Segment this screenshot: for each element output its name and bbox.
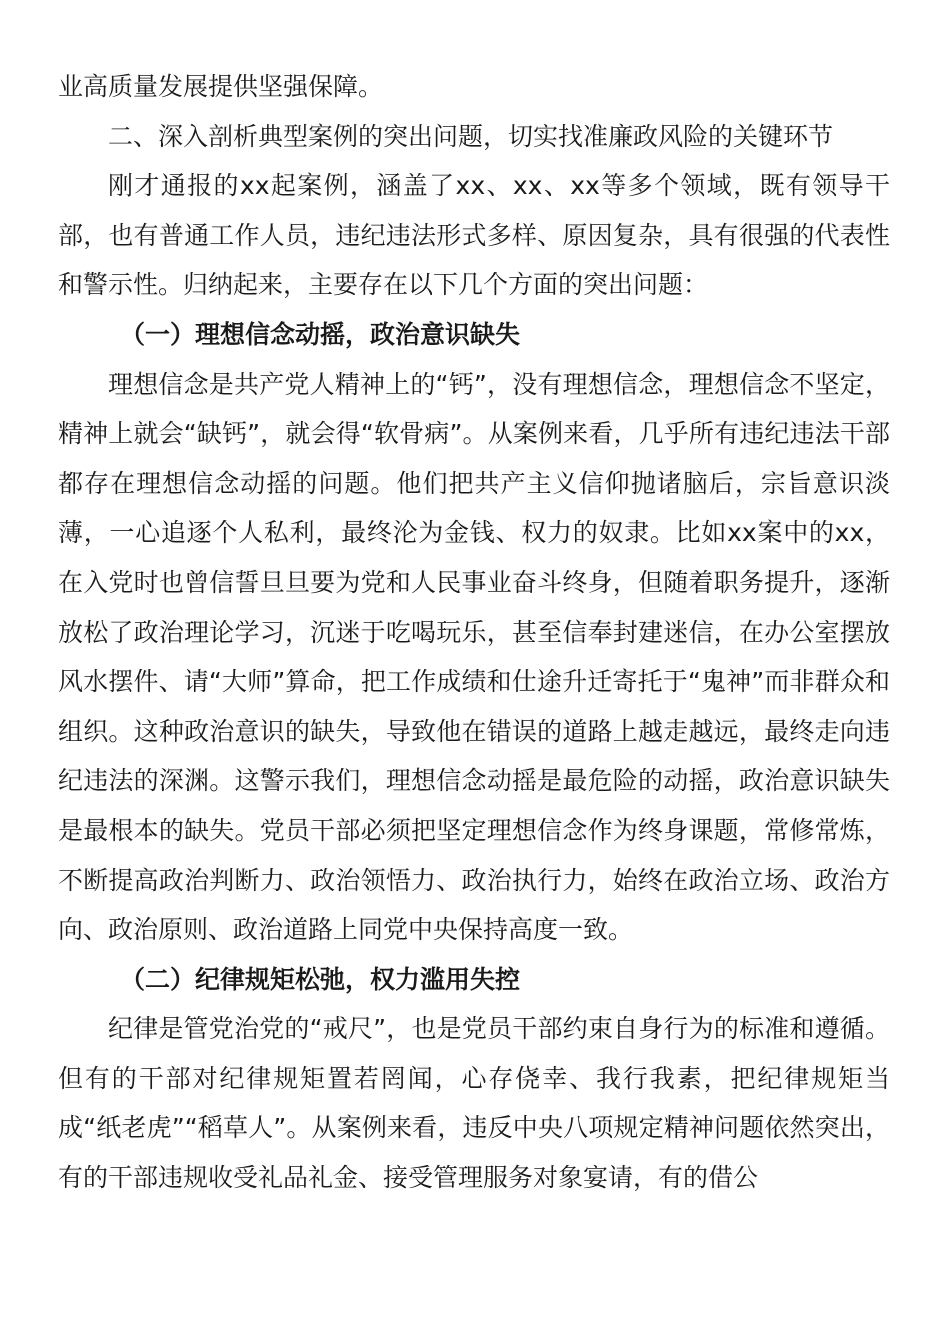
subsection-heading-1: （一）理想信念动摇，政治意识缺失 (120, 319, 521, 349)
document-body (58, 62, 890, 1203)
paragraph-case-overview: 刚才通报的xx起案例，涵盖了xx、xx、xx等多个领域，既有领导干部，也有普通工作人员，违纪违法形式多样、原因复杂，具有很强的代表性和警示性。归纳起来，主要存在以下几个方面的突出问题： (58, 171, 890, 300)
section-heading-2: 二、深入剖析典型案例的突出问题，切实找准廉政风险的关键环节 (108, 121, 834, 151)
paragraph-discipline: 纪律是管党治党的“戒尺”，也是党员干部约束自身行为的标准和遵循。但有的干部对纪律规矩置若罔闻，心存侥幸、我行我素，把纪律规矩当成“纸老虎”“稻草人”。从案例来看，违反中央八项规定精神问题依然突出，有的干部违规收受礼品礼金、接受管理服务对象宴请，有的借公 (58, 1014, 890, 1193)
paragraph-ideals-belief: 理想信念是共产党人精神上的“钙”，没有理想信念，理想信念不坚定，精神上就会“缺钙”，就会得“软骨病”。从案例来看，几乎所有违纪违法干部都存在理想信念动摇的问题。他们把共产主义信仰抛诸脑后，宗旨意识淡薄，一心追逐个人私利，最终沦为金钱、权力的奴隶。比如xx案中的xx，在入党时也曾信誓旦旦要为党和人民事业奋斗终身，但随着职务提升，逐渐放松了政治理论学习，沉迷于吃喝玩乐，甚至信奉封建迷信，在办公室摆放风水摆件、请“大师”算命，把工作成绩和仕途升迁寄托于“鬼神”而非群众和组织。这种政治意识的缺失，导致他在错误的道路上越走越远，最终走向违纪违法的深渊。这警示我们，理想信念动摇是最危险的动摇，政治意识缺失是最根本的缺失。党员干部必须把坚定理想信念作为终身课题，常修常炼，不断提高政治判断力、政治领悟力、政治执行力，始终在政治立场、政治方向、政治原则、政治道路上同党中央保持高度一致。 (58, 369, 890, 945)
subsection-heading-2: （二）纪律规矩松弛，权力滥用失控 (120, 964, 521, 994)
paragraph-continuation: 业高质量发展提供坚强保障。 (58, 72, 384, 101)
